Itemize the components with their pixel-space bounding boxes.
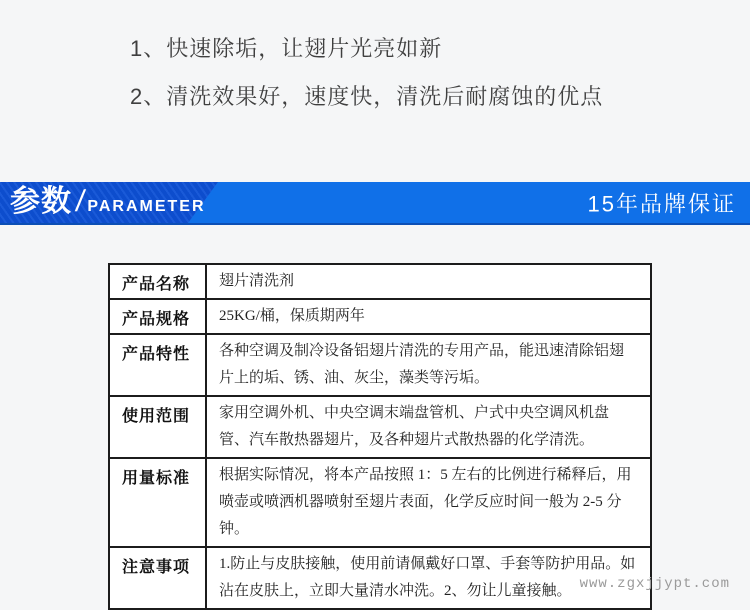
table-row (109, 547, 651, 609)
table-row (109, 264, 651, 299)
row-value-product-name: 翅片清洗剂 (206, 264, 651, 299)
row-label-product-spec: 产品规格 (109, 299, 206, 334)
table-row (109, 334, 651, 396)
row-value-dosage-standard: 根据实际情况，将本产品按照 1：5 左右的比例进行稀释后，用喷壶或喷洒机器喷射至翅片表面，化学反应时间一般为 2-5 分钟。 (206, 458, 651, 547)
table-row (109, 299, 651, 334)
row-label-dosage-standard: 用量标准 (109, 458, 206, 547)
row-label-product-features: 产品特性 (109, 334, 206, 396)
banner-title (10, 176, 206, 220)
row-label-product-name: 产品名称 (109, 264, 206, 299)
hero-line-2: 2、清洗效果好，速度快，清洗后耐腐蚀的优点 (130, 84, 604, 109)
website-watermark: www.zgxjjypt.com (579, 576, 730, 592)
row-value-usage-scope: 家用空调外机、中央空调末端盘管机、户式中央空调风机盘管、汽车散热器翅片，及各种翅片式散热器的化学清洗。 (206, 396, 651, 458)
row-value-product-features: 各种空调及制冷设备铝翅片清洗的专用产品，能迅速清除铝翅片上的垢、锈、油、灰尘，藻类等污垢。 (206, 334, 651, 396)
banner-title-slash: / (73, 185, 87, 218)
row-label-precautions: 注意事项 (109, 547, 206, 609)
table-row (109, 458, 651, 547)
parameter-banner (0, 182, 750, 225)
banner-title-en: PARAMETER (87, 198, 206, 215)
row-label-usage-scope: 使用范围 (109, 396, 206, 458)
hero-line-1: 1、快速除垢，让翅片光亮如新 (130, 36, 443, 61)
row-value-precautions: 1.防止与皮肤接触，使用前请佩戴好口罩、手套等防护用品。如沾在皮肤上，立即大量清水冲洗。2、勿让儿童接触。 (206, 547, 651, 609)
product-parameter-table (108, 263, 652, 610)
banner-title-cn: 参数 (10, 185, 72, 218)
table-row (109, 396, 651, 458)
row-value-product-spec: 25KG/桶，保质期两年 (206, 299, 651, 334)
hero-bullets (130, 36, 603, 132)
banner-brand-guarantee: 15年品牌保证 (587, 191, 736, 216)
